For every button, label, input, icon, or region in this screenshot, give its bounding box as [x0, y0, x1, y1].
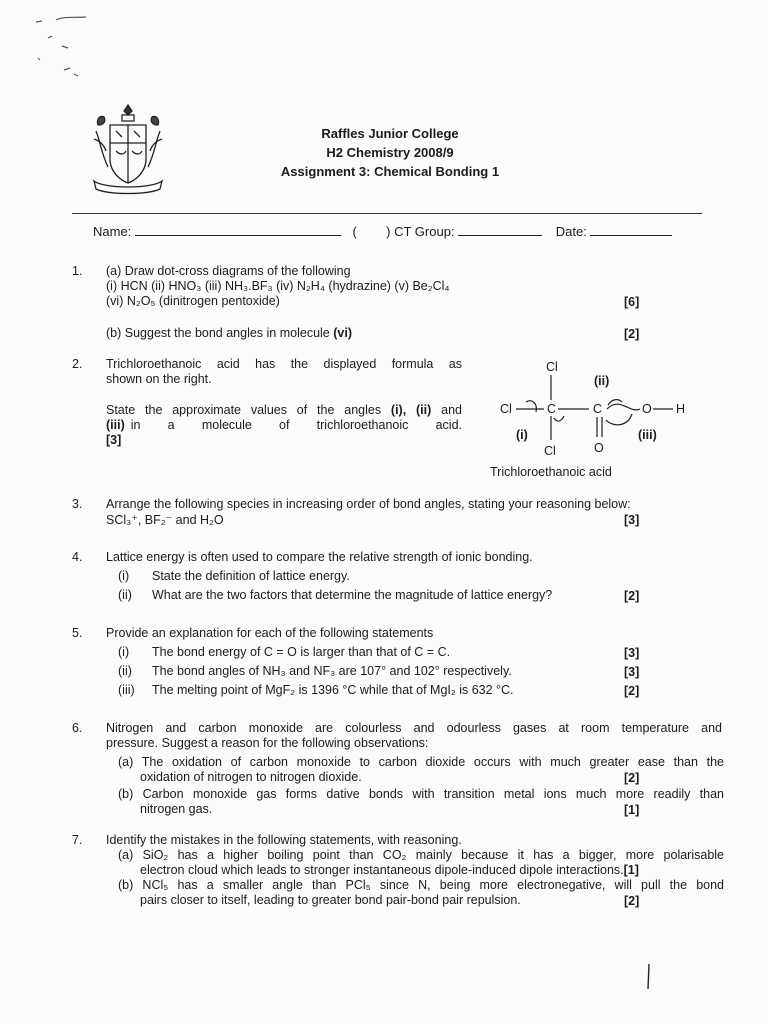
atom-o-double: O [594, 441, 604, 455]
question-4-i-label: (i) [118, 569, 130, 583]
atom-cl-left: Cl [500, 402, 512, 416]
corner-scribble [28, 12, 98, 82]
question-1-number: 1. [72, 264, 83, 278]
question-2-number: 2. [72, 357, 83, 371]
pen-mark [644, 962, 654, 992]
question-6-b-line-1: (b) Carbon monoxide gas forms dative bonds with transition metal ions much more readily than [118, 787, 724, 801]
structure-caption: Trichloroethanoic acid [490, 465, 612, 479]
question-7-a-line-2: electron cloud which leads to stronger instantaneous dipole-induced dipole interactions.[1] [140, 863, 639, 877]
question-5-line-1: Provide an explanation for each of the following statements [106, 626, 434, 640]
question-7-a-line-1: (a) SiO₂ has a higher boiling point than CO₂ mainly because it has a bigger, more polarisable [118, 848, 724, 862]
question-7-b-line-2: pairs closer to itself, leading to greater bond pair-bond pair repulsion. [140, 893, 521, 907]
question-4-line-1: Lattice energy is often used to compare the relative strength of ionic bonding. [106, 550, 533, 564]
college-title: Raffles Junior College [321, 126, 459, 141]
question-5-iii-text: The melting point of MgF₂ is 1396 °C while that of MgI₂ is 632 °C. [152, 683, 514, 697]
name-label: Name: [93, 224, 132, 239]
atom-c-2: C [593, 402, 603, 416]
question-7-b-line-1: (b) NCl₅ has a smaller angle than PCl₅ since N, being more electronegative, will pull the bond [118, 878, 724, 892]
date-label: Date: [555, 224, 587, 239]
question-6-a-line-2: oxidation of nitrogen to nitrogen dioxide. [140, 770, 362, 784]
question-2-line-3: State the approximate values of the angles (i), (ii) and [106, 403, 462, 417]
atom-o-single: O [642, 402, 652, 416]
question-6-line-1: Nitrogen and carbon monoxide are colourless and odourless gases at room temperature and [106, 721, 722, 735]
question-7-number: 7. [72, 833, 83, 847]
register-number-field[interactable] [361, 225, 383, 236]
question-5-i-label: (i) [118, 645, 130, 659]
question-5-i-text: The bond energy of C = O is larger than that of C = C. [152, 645, 451, 659]
question-3-number: 3. [72, 497, 83, 511]
question-4-marks: [2] [624, 589, 640, 603]
question-1-molecules: (i) HCN (ii) HNO₃ (iii) NH₃.BF₃ (iv) N₂H₄ (hydrazine) (v) Be₂Cl₄ [106, 279, 450, 293]
subject-title: H2 Chemistry 2008/9 [326, 145, 454, 160]
question-6-number: 6. [72, 721, 83, 735]
question-7-line-1: Identify the mistakes in the following statements, with reasoning. [106, 833, 462, 847]
question-4-ii-text: What are the two factors that determine the magnitude of lattice energy? [152, 588, 553, 602]
question-4-i-text: State the definition of lattice energy. [152, 569, 350, 583]
college-crest-logo [88, 103, 168, 198]
angle-label-i: (i) [516, 428, 528, 442]
ct-group-label: ) CT Group: [386, 224, 455, 239]
question-4-ii-label: (ii) [118, 588, 132, 602]
question-1-molecule-vi: (vi) N₂O₅ (dinitrogen pentoxide) [106, 294, 280, 308]
atom-h: H [676, 402, 686, 416]
question-5-i-marks: [3] [624, 646, 640, 660]
name-row [93, 224, 672, 239]
date-field[interactable] [590, 224, 672, 236]
question-2-line-2: shown on the right. [106, 372, 212, 386]
question-1b-marks: [2] [624, 327, 640, 341]
question-6-a-line-1: (a) The oxidation of carbon monoxide to carbon dioxide occurs with much greater ease than the [118, 755, 724, 769]
question-1a-marks: [6] [624, 295, 640, 309]
paren-open: ( [352, 224, 357, 239]
question-3-line-1: Arrange the following species in increasing order of bond angles, stating your reasoning below: [106, 497, 631, 511]
question-7b-marks: [2] [624, 894, 640, 908]
ct-group-field[interactable] [458, 224, 542, 236]
question-2-line-1: Trichloroethanoic acid has the displayed formula as [106, 357, 462, 371]
question-1-part-a: (a) Draw dot-cross diagrams of the following [106, 264, 351, 278]
question-2-marks: [3] [106, 433, 122, 447]
question-5-iii-marks: [2] [624, 684, 640, 698]
question-5-number: 5. [72, 626, 83, 640]
question-4-number: 4. [72, 550, 83, 564]
question-5-ii-label: (ii) [118, 664, 132, 678]
question-6-b-line-2: nitrogen gas. [140, 802, 213, 816]
question-6a-marks: [2] [624, 771, 640, 785]
question-5-iii-label: (iii) [118, 683, 135, 697]
question-6b-marks: [1] [624, 803, 640, 817]
assignment-title: Assignment 3: Chemical Bonding 1 [280, 164, 500, 179]
angle-label-ii: (ii) [594, 374, 610, 388]
atom-cl-top: Cl [546, 360, 558, 374]
question-5-ii-marks: [3] [624, 665, 640, 679]
question-7a-marks: [1] [623, 863, 639, 877]
atom-cl-bottom: Cl [544, 444, 556, 458]
question-2-line-4: (iii) in a molecule of trichloroethanoic acid. [106, 418, 462, 432]
question-3-marks: [3] [624, 513, 640, 527]
question-1-part-b: (b) Suggest the bond angles in molecule (vi) [106, 326, 352, 340]
question-6-line-2: pressure. Suggest a reason for the following observations: [106, 736, 429, 750]
atom-c-1: C [547, 402, 557, 416]
angle-label-iii: (iii) [638, 428, 657, 442]
question-3-species: SCl₃⁺, BF₂⁻ and H₂O [106, 513, 224, 527]
header-divider [72, 213, 702, 214]
name-field[interactable] [135, 224, 341, 236]
trichloroethanoic-acid-structure [488, 358, 708, 470]
question-5-ii-text: The bond angles of NH₃ and NF₃ are 107° and 102° respectively. [152, 664, 512, 678]
